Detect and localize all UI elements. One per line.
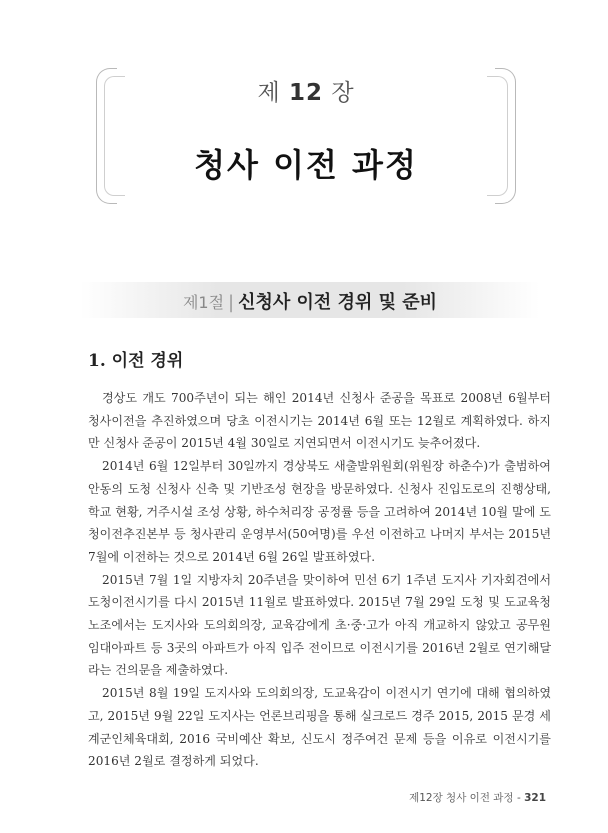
- section-banner: [80, 282, 540, 318]
- section-heading: [80, 288, 540, 314]
- page-number: 321: [524, 792, 546, 804]
- section-separator: |: [228, 292, 235, 313]
- chapter-suffix: 장: [331, 80, 355, 106]
- paragraph: 2014년 6월 12일부터 30일까지 경상북도 새출발위원회(위원장 하춘수)가 출범하여 안동의 도청 신청사 신축 및 기반조성 현장을 방문하였다. 신청사 진입도로의 진행상태, 학교 현황, 거주시설 조성 상황, 하수처리장 공정률 등을 고려하여 2014년 10월 말에 도청이전추진본부 등 청사관리 운영부서(50여명)를 우선 이전하고 나머지 부서는 2015년 7월에 이전하는 것으로 2014년 6월 26일 발표하였다.: [88, 459, 551, 564]
- paragraph: 경상도 개도 700주년이 되는 해인 2014년 신청사 준공을 목표로 2008년 6월부터 청사이전을 추진하였으며 당초 이전시기는 2014년 6월 또는 12월로 계획하였다. 하지만 신청사 준공이 2015년 4월 30일로 지연되면서 이전시기도 늦추어졌다.: [88, 391, 551, 451]
- chapter-title: 청사 이전 과정: [194, 146, 418, 184]
- body-text: [88, 387, 551, 773]
- subheading: 1. 이전 경위: [88, 351, 184, 371]
- footer-separator: -: [516, 792, 521, 804]
- chapter-frame: [96, 68, 516, 204]
- chapter-number: 12: [288, 80, 323, 106]
- section-number: 제1절: [182, 293, 225, 312]
- running-title: 제12장 청사 이전 과정: [409, 792, 514, 804]
- page-footer: [409, 790, 546, 805]
- chapter-label: [96, 74, 516, 107]
- paragraph: 2015년 7월 1일 지방자치 20주년을 맞이하여 민선 6기 1주년 도지사 기자회견에서 도청이전시기를 다시 2015년 11월로 발표하였다. 2015년 7월 29일 도청 및 도교육청 노조에서는 도지사와 도의회의장, 교육감에게 초·중·고가 아직 개교하지 않았고 공무원 임대아파트 등 3곳의 아파트가 아직 입주 전이므로 이전시기를 2016년 2월로 연기해달라는 건의문을 제출하였다.: [88, 572, 551, 678]
- section-title: 신청사 이전 경위 및 준비: [238, 292, 438, 313]
- paragraph: 2015년 8월 19일 도지사와 도의회의장, 도교육감이 이전시기 연기에 대해 협의하였고, 2015년 9월 22일 도지사는 언론브리핑을 통해 실크로드 경주 2015, 2015 문경 세계군인체육대회, 2016 국비예산 확보, 신도시 정주여건 문제 등을 이유로 이전시기를 2016년 2월로 결정하게 되었다.: [88, 686, 551, 769]
- chapter-prefix: 제: [257, 80, 281, 106]
